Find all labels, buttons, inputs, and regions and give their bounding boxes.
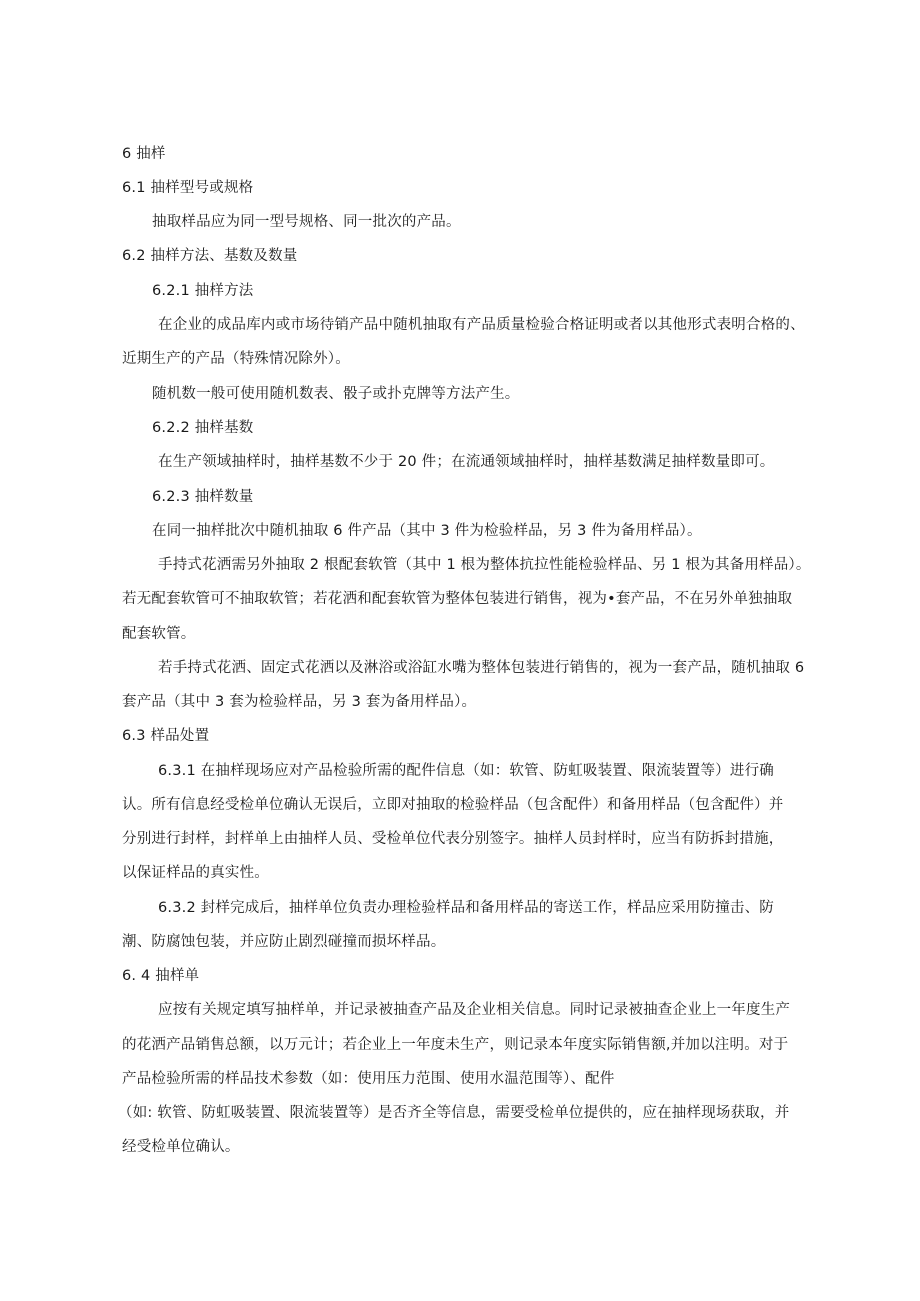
paragraph-line: 在企业的成品库内或市场待销产品中随机抽取有产品质量检验合格证明或者以其他形式表明合格的、 <box>158 317 805 333</box>
paragraph-line: 抽取样品应为同一型号规格、同一批次的产品。 <box>152 214 461 230</box>
section-heading-6: 6 抽样 <box>122 146 166 162</box>
paragraph-line: 产品检验所需的样品技术参数（如：使用压力范围、使用水温范围等）、配件 <box>122 1071 615 1087</box>
subsection-heading-6-2-1: 6.2.1 抽样方法 <box>152 283 254 299</box>
paragraph-line: 潮、防腐蚀包装，并应防止剧烈碰撞而损坏样品。 <box>122 934 446 950</box>
paragraph-line: 若手持式花洒、固定式花洒以及淋浴或浴缸水嘴为整体包装进行销售的，视为一套产品，随机抽取 6 <box>158 660 805 676</box>
paragraph-line: （如: 软管、防虹吸装置、限流装置等）是否齐全等信息，需要受检单位提供的，应在抽样现场获取，并 <box>118 1105 790 1121</box>
paragraph-line: 应按有关规定填写抽样单，并记录被抽查产品及企业相关信息。同时记录被抽查企业上一年度生产 <box>158 1002 791 1018</box>
paragraph-line: 随机数一般可使用随机数表、骰子或扑克牌等方法产生。 <box>152 386 520 402</box>
subsection-heading-6-4: 6. 4 抽样单 <box>122 968 200 984</box>
paragraph-line: 在生产领域抽样时，抽样基数不少于 20 件；在流通领域抽样时，抽样基数满足抽样数量即可。 <box>158 454 775 470</box>
subsection-heading-6-3: 6.3 样品处置 <box>122 728 210 744</box>
paragraph-line: 近期生产的产品（特殊情况除外）。 <box>122 351 350 367</box>
subsection-heading-6-1: 6.1 抽样型号或规格 <box>122 180 254 196</box>
paragraph-line: 在同一抽样批次中随机抽取 6 件产品（其中 3 件为检验样品，另 3 件为备用样品）。 <box>152 523 702 539</box>
paragraph-line: 分别进行封样，封样单上由抽样人员、受检单位代表分别签字。抽样人员封样时，应当有防拆封措施， <box>122 831 784 847</box>
paragraph-line: 配套软管。 <box>122 626 196 642</box>
subsection-heading-6-2: 6.2 抽样方法、基数及数量 <box>122 248 298 264</box>
paragraph-line: 以保证样品的真实性。 <box>122 865 269 881</box>
paragraph-line: 6.3.2 封样完成后，抽样单位负责办理检验样品和备用样品的寄送工作，样品应采用防撞击、防 <box>158 900 774 916</box>
paragraph-line: 手持式花洒需另外抽取 2 根配套软管（其中 1 根为整体抗拉性能检验样品、另 1 根为其备用样品）。 <box>158 557 811 573</box>
paragraph-line: 套产品（其中 3 套为检验样品，另 3 套为备用样品）。 <box>122 694 477 710</box>
paragraph-line: 的花洒产品销售总额，以万元计；若企业上一年度未生产，则记录本年度实际销售额,并加以注明。对于 <box>122 1037 789 1053</box>
paragraph-line: 认。所有信息经受检单位确认无误后，立即对抽取的检验样品（包含配件）和备用样品（包含配件）并 <box>122 797 784 813</box>
subsection-heading-6-2-3: 6.2.3 抽样数量 <box>152 489 254 505</box>
subsection-heading-6-2-2: 6.2.2 抽样基数 <box>152 420 254 436</box>
paragraph-line: 6.3.1 在抽样现场应对产品检验所需的配件信息（如：软管、防虹吸装置、限流装置等）进行确 <box>158 763 774 779</box>
paragraph-line: 若无配套软管可不抽取软管；若花洒和配套软管为整体包装进行销售，视为•套产品，不在另外单独抽取 <box>122 591 793 607</box>
paragraph-line: 经受检单位确认。 <box>122 1139 240 1155</box>
